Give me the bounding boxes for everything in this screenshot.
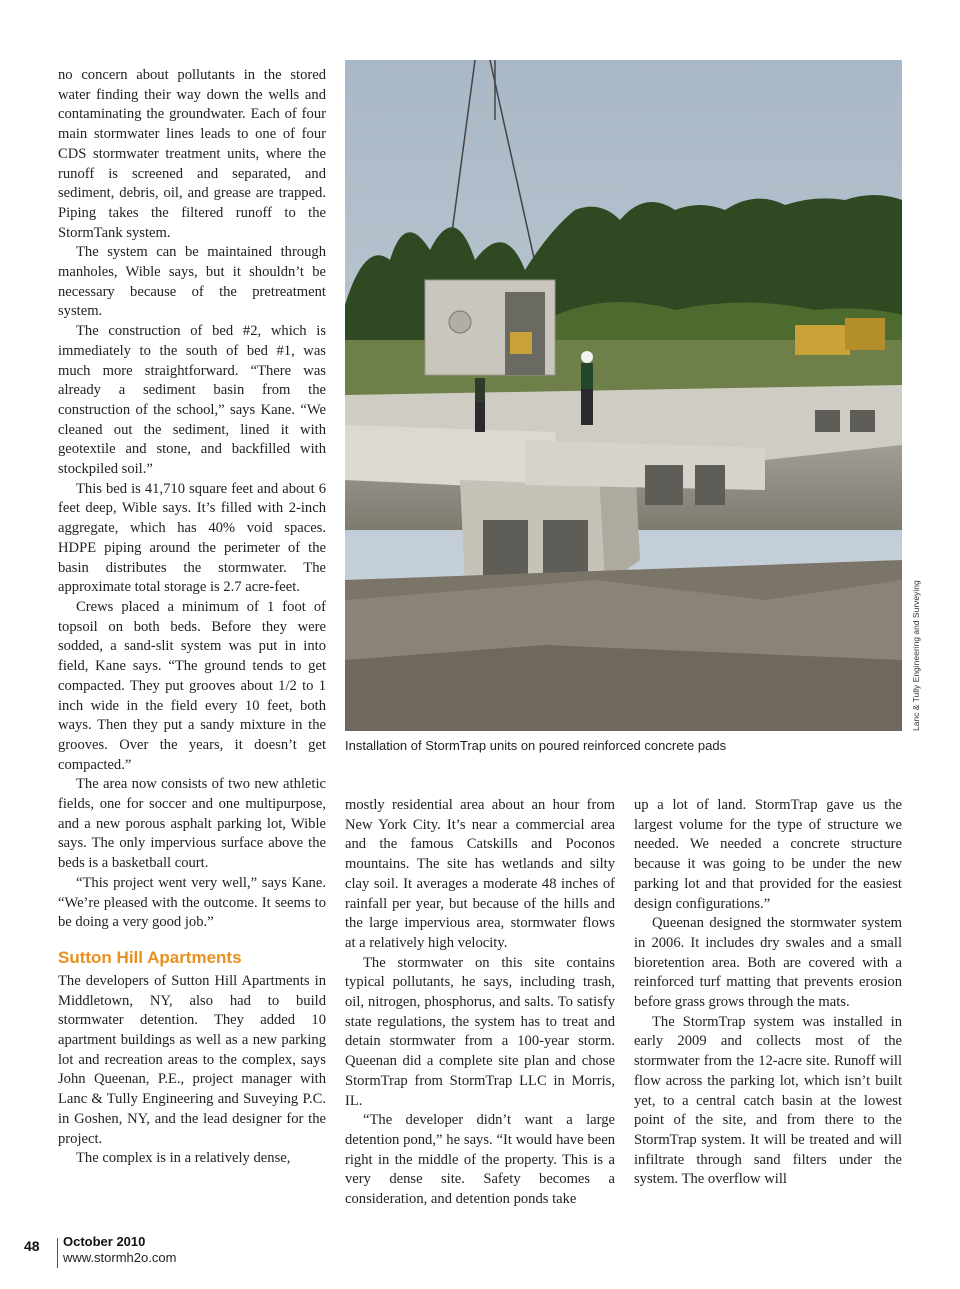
paragraph: Crews placed a minimum of 1 foot of topsoil on both beds. Before they were sodded, a sand-slit system was put in into field, Kane says. “The ground tends to get compacted. They put grooves about 1/2 to 1 inch wide in the field every 10 feet, both ways. Then they put a sandy mixture in the grooves. Over the years, it doesn’t get compacted.” xyxy=(58,598,326,773)
photo-caption: Installation of StormTrap units on poured reinforced concrete pads xyxy=(345,738,727,753)
paragraph: no concern about pollutants in the stored water finding their way down the wells and contaminating the groundwater. Each of four main stormwater lines leads to one of four CDS stormwater treatment units, where the runoff is screened and separated, and sediment, debris, oil, and grease are trapped. Piping takes the filtered runoff to the StormTank system. xyxy=(58,67,326,241)
paragraph: “This project went very well,” says Kane. “We’re pleased with the outcome. It seems to be doing a very good job.” xyxy=(58,874,326,931)
paragraph: up a lot of land. StormTrap gave us the largest volume for the type of structure we needed. We needed a concrete structure because it was going to be under the new parking lot and that provided for the easiest design configurations.” xyxy=(634,797,902,912)
issue-date: October 2010 xyxy=(63,1234,146,1249)
paragraph: mostly residential area about an hour from New York City. It’s near a commercial area and the famous Catskills and Poconos mountains. The site has wetlands and silty clay soil. It averages a moderate 48 inches of rainfall per year, but because of the hills and the large impervious area, stormwater flows at a relatively high velocity. xyxy=(345,797,615,951)
page-number: 48 xyxy=(24,1238,40,1254)
paragraph: The developers of Sutton Hill Apartments in Middletown, NY, also had to build stormwater detention. They added 10 apartment buildings as well as a new parking lot and recreation areas to the complex, says John Queenan, P.E., project manager with Lanc & Tully Engineering and Suveying P.C. in Goshen, NY, and the lead designer for the project. xyxy=(58,972,326,1147)
article-column-3 xyxy=(634,796,902,1190)
paragraph: “The developer didn’t want a large detention pond,” he says. “It would have been right in the middle of the property. This is a very dense site. Safety becomes a consideration, and detention ponds take xyxy=(345,1112,615,1208)
paragraph: The StormTrap system was installed in early 2009 and collects most of the stormwater from the 12-acre site. Runoff will flow across the parking lot, which isn’t built yet, to a central catch basin at the lowest point of the site, and from there to the StormTrap system. It will be treated and will infiltrate through sand filters under the system. The overflow will xyxy=(634,1013,902,1188)
paragraph: The system can be maintained through manholes, Wible says, but it shouldn’t be necessary because of the pretreatment system. xyxy=(58,244,326,320)
paragraph: The area now consists of two new athletic fields, one for soccer and one multipurpose, and a new porous asphalt parking lot, Wible says. The only impervious surface above the beds is a basketball court. xyxy=(58,776,326,872)
paragraph: Queenan designed the stormwater system in 2006. It includes dry swales and a small bioretention area. Both are covered with a reinforced turf matting that prevents erosion before grass grows through the mats. xyxy=(634,915,902,1011)
footer-divider xyxy=(57,1238,58,1268)
website-url: www.stormh2o.com xyxy=(63,1250,177,1265)
page-footer xyxy=(0,1232,400,1272)
construction-photo xyxy=(345,60,902,731)
paragraph: The complex is in a relatively dense, xyxy=(76,1150,291,1167)
paragraph: This bed is 41,710 square feet and about 6 feet deep, Wible says. It’s filled with 2-inch aggregate, which has 40% void spaces. HDPE piping around the perimeter of the basin distributes the stormwater. The approximate total storage is 2.7 acre-feet. xyxy=(58,480,326,596)
stormtrap-installation-illustration xyxy=(345,60,902,731)
article-column-1 xyxy=(58,66,326,1169)
article-column-2 xyxy=(345,796,615,1210)
paragraph: The construction of bed #2, which is immediately to the south of bed #1, was much more straightforward. “There was already a sediment basin from the construction of the school,” says Kane. “We cleaned out the sediment, lined it with geotextile and stone, and backfilled with stockpiled soil.” xyxy=(58,323,326,478)
section-heading: Sutton Hill Apartments xyxy=(58,947,242,967)
photo-credit: Lanc & Tully Engineering and Surveying xyxy=(911,580,921,731)
paragraph: The stormwater on this site contains typical pollutants, he says, including trash, oil, nitrogen, phosphorus, and salts. To satisfy state regulations, the system has to treat and detain stormwater from a 100-year storm. Queenan did a complete site plan and chose StormTrap from StormTrap LLC in Morris, IL. xyxy=(345,954,615,1109)
